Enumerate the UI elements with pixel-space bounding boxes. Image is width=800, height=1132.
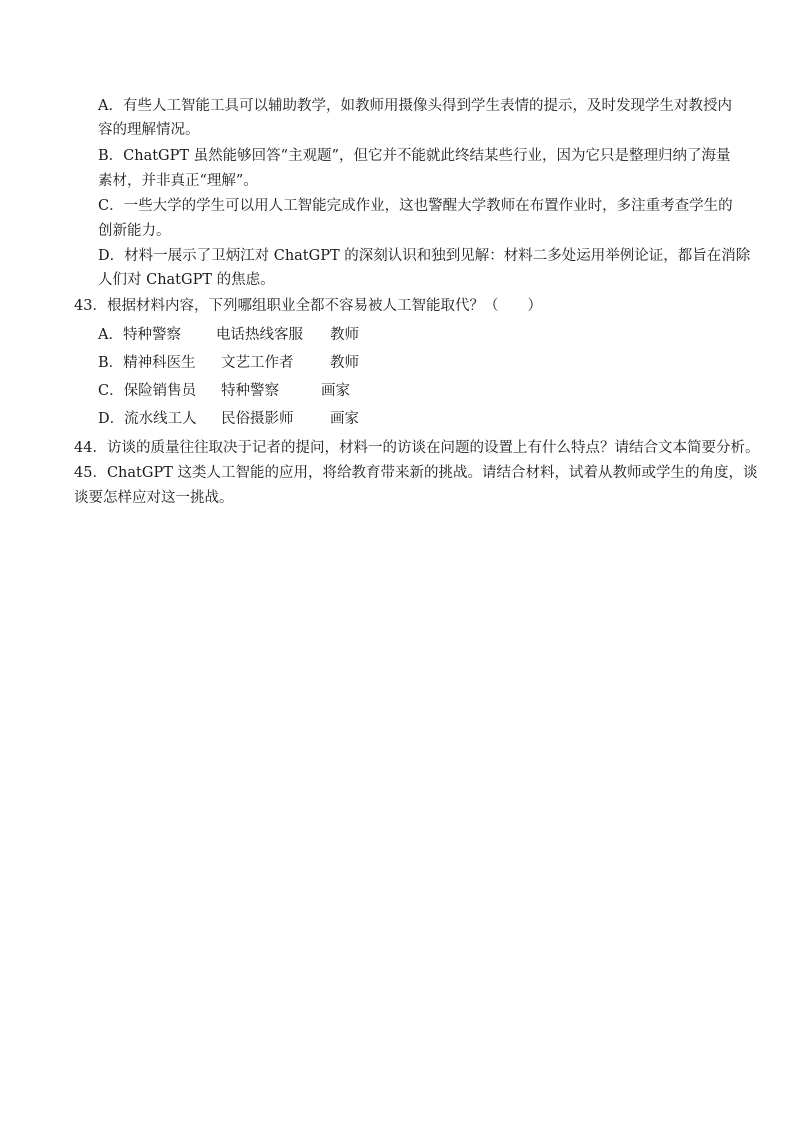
q43-option-a-label: A．特种警察 (98, 327, 181, 343)
q43-option-d-label: D．流水线工人 (98, 411, 197, 427)
question-45-line-2: 谈要怎样应对这一挑战。 (74, 490, 234, 506)
option-d-line-2: 人们对 ChatGPT 的焦虑。 (98, 272, 275, 288)
q43-option-a-c: 教师 (330, 327, 359, 343)
option-a-line-1: A．有些人工智能工具可以辅助教学，如教师用摄像头得到学生表情的提示，及时发现学生对教授内 (98, 98, 732, 114)
option-b-line-2: 素材，并非真正“理解”。 (98, 173, 258, 189)
option-b-line-1: B．ChatGPT 虽然能够回答“主观题”，但它并不能就此终结某些行业，因为它只是整理归纳了海量 (98, 148, 731, 164)
q43-option-d-b: 民俗摄影师 (221, 411, 294, 427)
q43-option-b-b: 文艺工作者 (221, 355, 294, 371)
option-d-line-1: D．材料一展示了卫炳江对 ChatGPT 的深刻认识和独到见解：材料二多处运用举例论证，都旨在消除 (98, 248, 751, 264)
q43-option-a-b: 电话热线客服 (216, 327, 303, 343)
q43-option-d-c: 画家 (330, 411, 359, 427)
q43-option-c-c: 画家 (321, 383, 350, 399)
q43-option-b-label: B．精神科医生 (98, 355, 196, 371)
option-c-line-2: 创新能力。 (98, 223, 171, 239)
question-43-stem: 43．根据材料内容，下列哪组职业全都不容易被人工智能取代？（ ） (74, 298, 542, 314)
q43-option-c-label: C．保险销售员 (98, 383, 197, 399)
q43-option-c-b: 特种警察 (221, 383, 279, 399)
question-44: 44．访谈的质量往往取决于记者的提问，材料一的访谈在问题的设置上有什么特点？请结合文本简要分析。 (74, 440, 760, 456)
q43-option-b-c: 教师 (330, 355, 359, 371)
question-45-line-1: 45．ChatGPT 这类人工智能的应用，将给教育带来新的挑战。请结合材料，试着从教师或学生的角度，谈 (74, 465, 758, 481)
option-a-line-2: 容的理解情况。 (98, 122, 200, 138)
option-c-line-1: C．一些大学的学生可以用人工智能完成作业，这也警醒大学教师在布置作业时，多注重考查学生的 (98, 198, 733, 214)
